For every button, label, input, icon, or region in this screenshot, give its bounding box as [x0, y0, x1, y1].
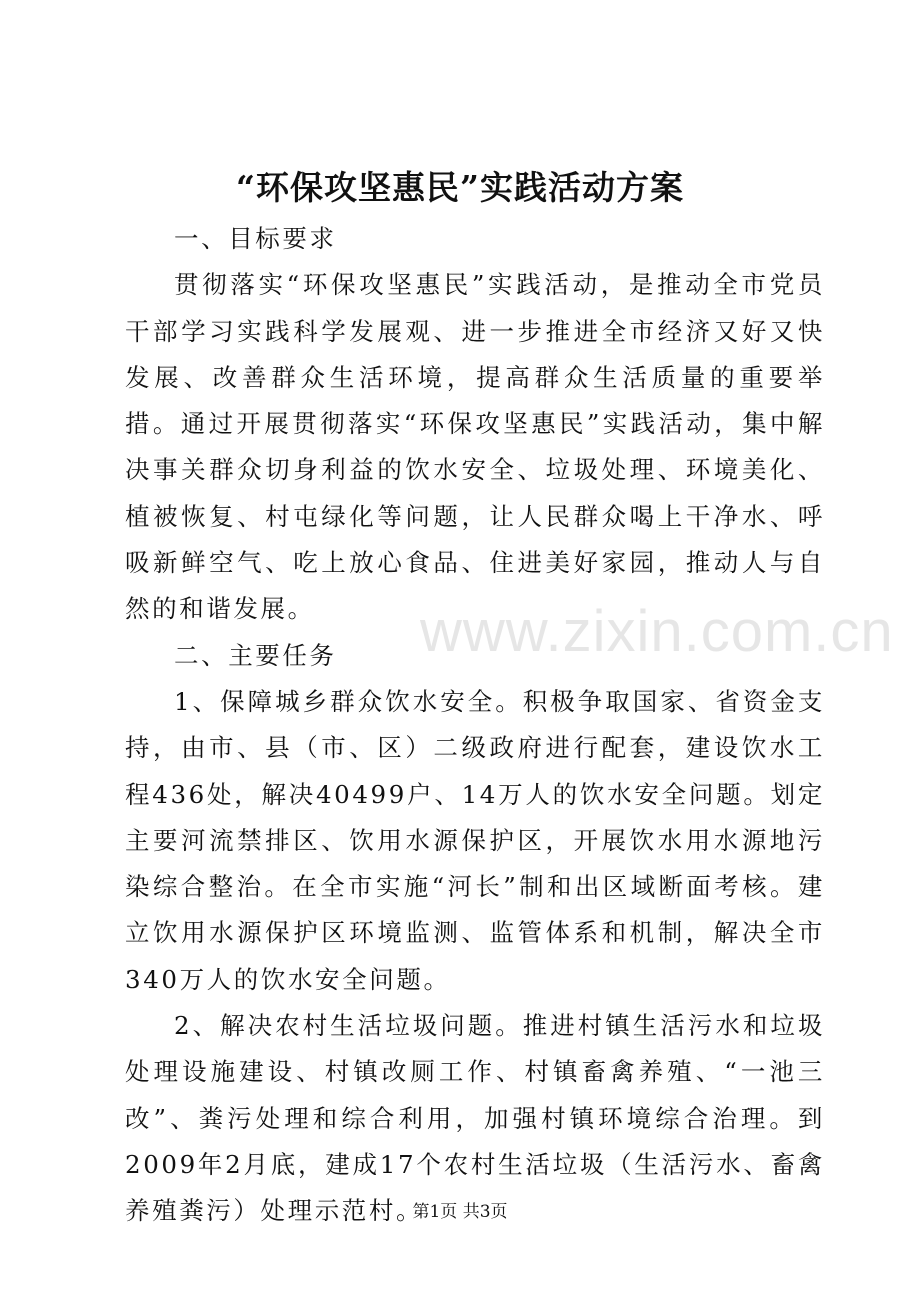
- section-heading-goals: 一、目标要求: [174, 224, 337, 253]
- document-title: “环保攻坚惠民”实践活动方案: [236, 168, 684, 207]
- paragraph-task-1: 1、保障城乡群众饮水安全。积极争取国家、省资金支持，由市、县（市、区）二级政府进行配套，建设饮水工程436处，解决40499户、14万人的饮水安全问题。划定主要河流禁排区、饮用水源保护区，开展饮水用水源地污染综合整治。在全市实施“河长”制和出区域断面考核。建立饮用水源保护区环境监测、监管体系和机制，解决全市340万人的饮水安全问题。: [125, 686, 825, 994]
- document-body: [125, 216, 825, 1235]
- paragraph-task-2: 2、解决农村生活垃圾问题。推进村镇生活污水和垃圾处理设施建设、村镇改厕工作、村镇畜禽养殖、“一池三改”、粪污处理和综合利用，加强村镇环境综合治理。到2009年2月底，建成17个农村生活垃圾（生活污水、畜禽养殖粪污）处理示范村。: [125, 1011, 825, 1226]
- paragraph-goals: 贯彻落实“环保攻坚惠民”实践活动，是推动全市党员干部学习实践科学发展观、进一步推进全市经济又好又快发展、改善群众生活环境，提高群众生活质量的重要举措。通过开展贯彻落实“环保攻坚惠民”实践活动，集中解决事关群众切身利益的饮水安全、垃圾处理、环境美化、植被恢复、村屯绿化等问题，让人民群众喝上干净水、呼吸新鲜空气、吃上放心食品、住进美好家园，推动人与自然的和谐发展。: [125, 270, 825, 624]
- section-heading-tasks: 二、主要任务: [174, 640, 337, 670]
- watermark: www.zixin.com.cn: [420, 599, 894, 664]
- page-number-footer: 第1页 共3页: [412, 1202, 508, 1222]
